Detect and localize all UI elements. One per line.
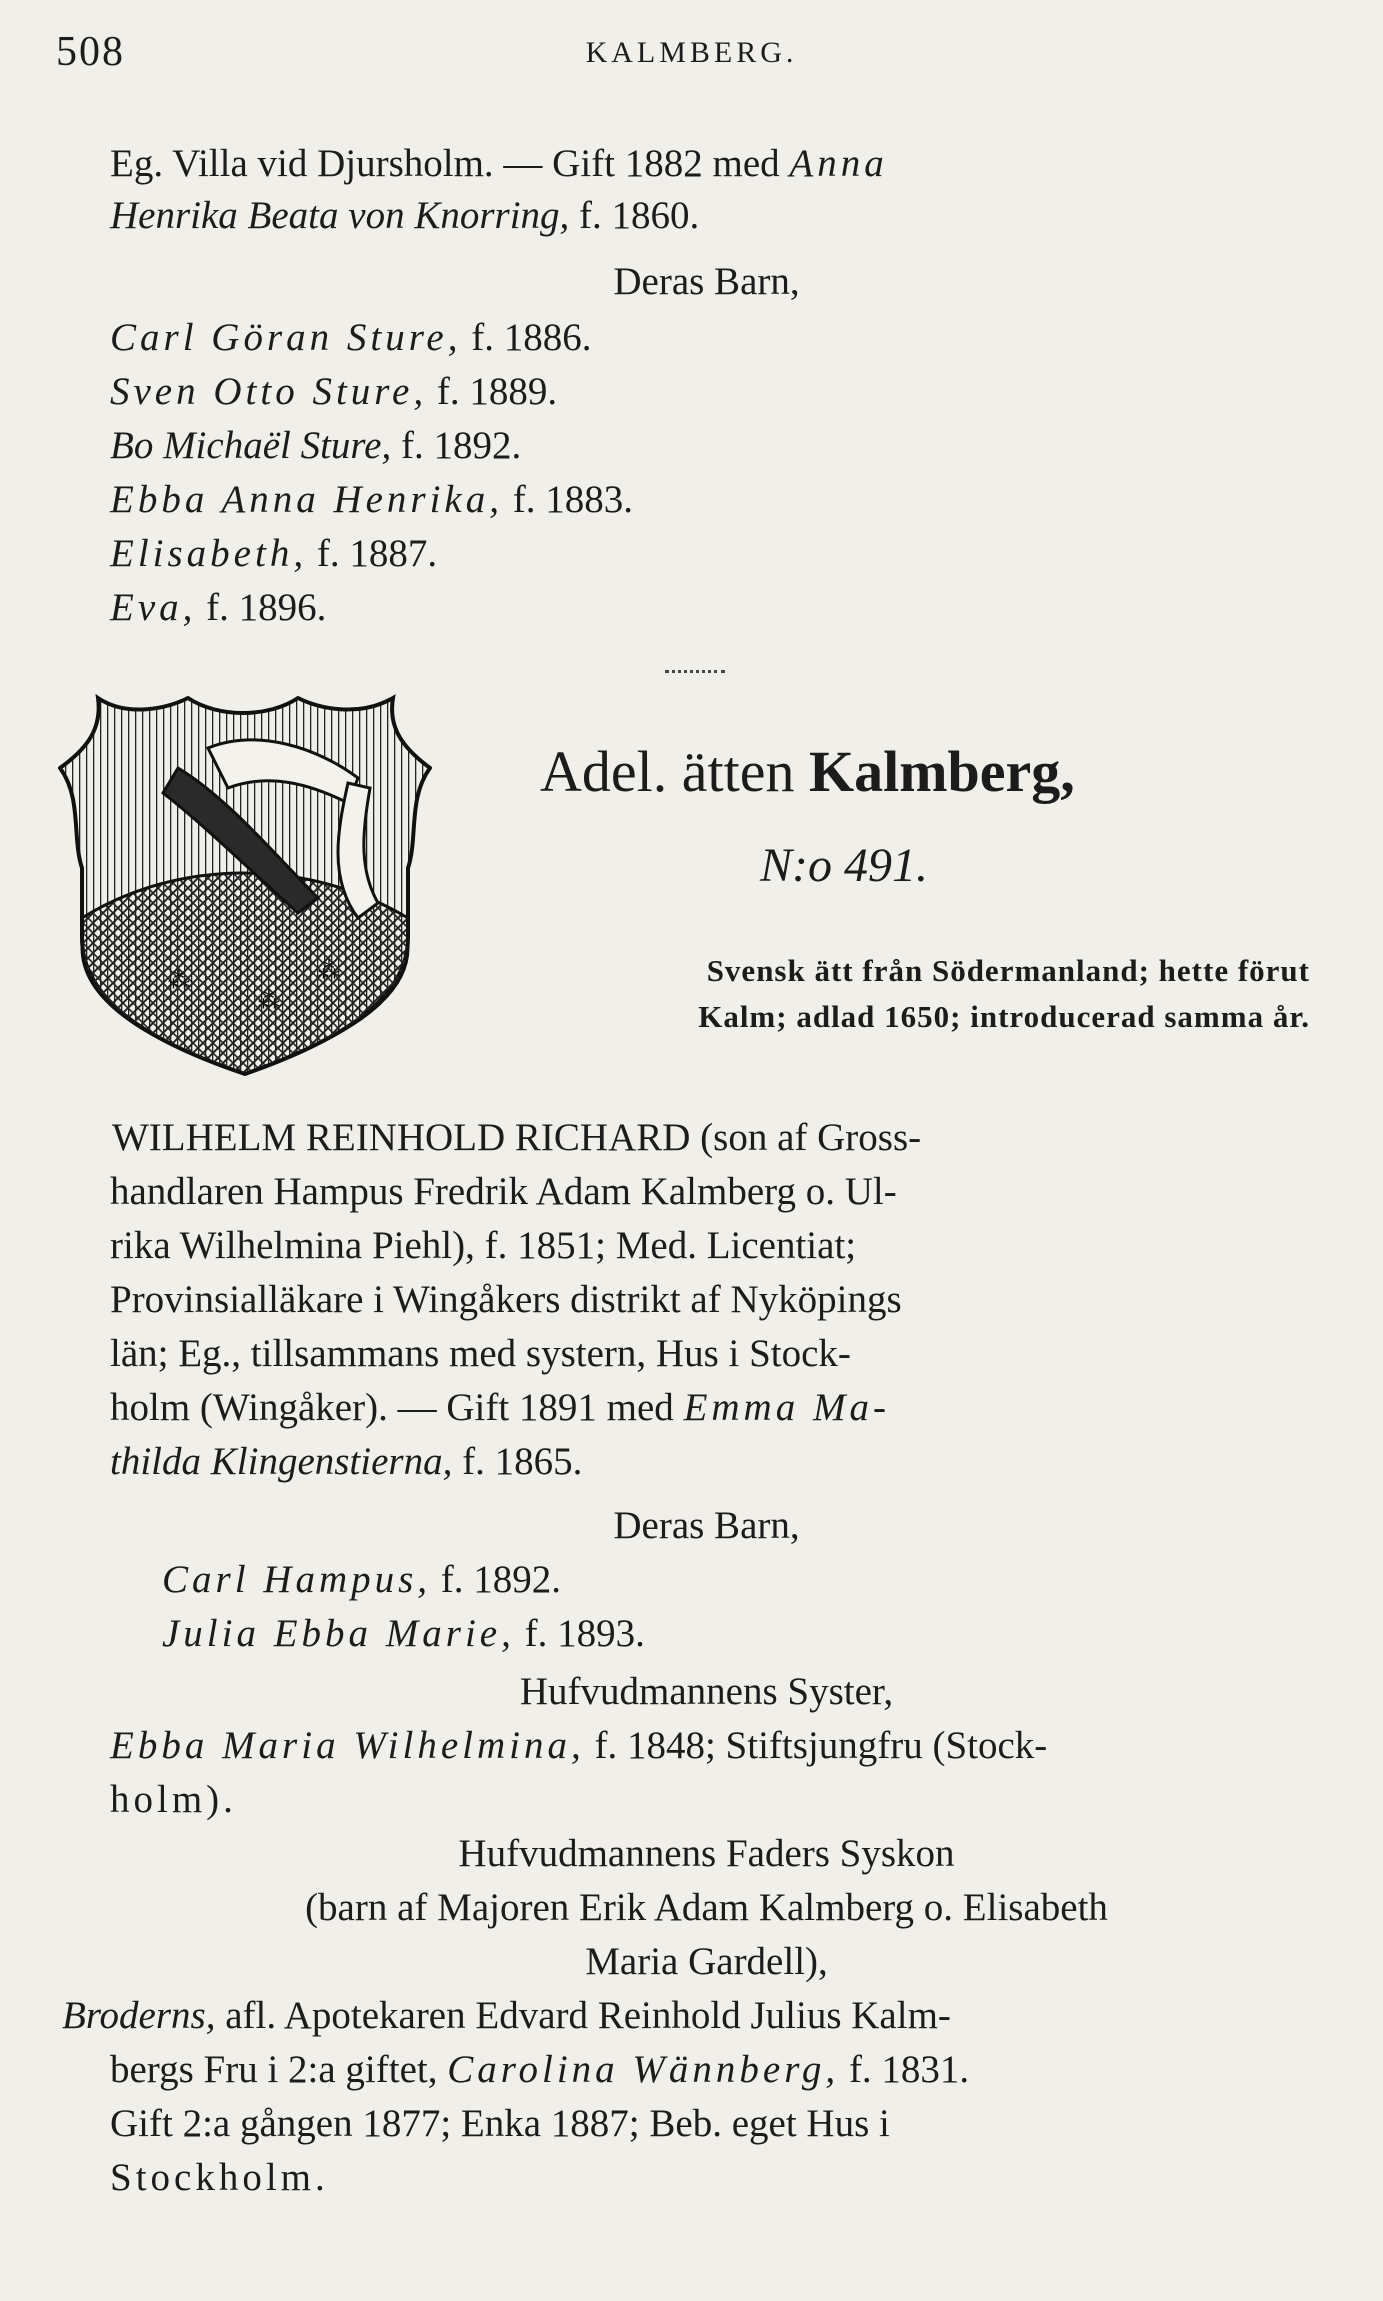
child-entry: Bo Michaël Sture, f. 1892.: [110, 424, 522, 467]
sister-entry: holm).: [110, 1778, 237, 1821]
child-entry: Carl Hampus, f. 1892.: [162, 1558, 562, 1601]
children-heading: Deras Barn,: [613, 260, 800, 303]
coat-of-arms-icon: [58, 688, 432, 1076]
child-entry: Elisabeth, f. 1887.: [110, 532, 438, 575]
brother-entry: Stockholm.: [110, 2156, 329, 2199]
entry-line: län; Eg., tillsammans med systern, Hus i Stock-: [110, 1332, 851, 1375]
entry-line: handlaren Hampus Fredrik Adam Kalmberg o. Ul-: [110, 1170, 897, 1213]
brother-entry: bergs Fru i 2:a giftet, Carolina Wännberg, f. 1831.: [110, 2048, 970, 2091]
sister-entry: Ebba Maria Wilhelmina, f. 1848; Stiftsjungfru (Stock-: [110, 1724, 1048, 1767]
brother-entry: Gift 2:a gången 1877; Enka 1887; Beb. eget Hus i: [110, 2102, 890, 2145]
text-line: Eg. Villa vid Djursholm. — Gift 1882 med Anna: [110, 142, 888, 185]
section-divider: [665, 670, 725, 673]
children-heading: Deras Barn,: [613, 1504, 800, 1547]
child-entry: Julia Ebba Marie, f. 1893.: [162, 1612, 645, 1655]
family-title: Adel. ätten Kalmberg,: [540, 739, 1075, 804]
siblings-subheading: (barn af Majoren Erik Adam Kalmberg o. Elisabeth: [305, 1886, 1108, 1929]
entry-line: rika Wilhelmina Piehl), f. 1851; Med. Licentiat;: [110, 1224, 857, 1267]
family-description: Svensk ätt från Södermanland; hette förut Kalm; adlad 1650; introducerad samma år.: [698, 953, 1310, 1034]
brother-entry: Broderns, afl. Apotekaren Edvard Reinhold Julius Kalm-: [62, 1994, 951, 2037]
child-entry: Sven Otto Sture, f. 1889.: [110, 370, 558, 413]
svg-text:⁂: ⁂: [168, 968, 190, 993]
page-number: 508: [56, 29, 125, 75]
text-line: Henrika Beata von Knorring, f. 1860.: [110, 194, 700, 237]
child-entry: Eva, f. 1896.: [110, 586, 327, 629]
family-number: N:o 491.: [760, 839, 928, 892]
running-head: KALMBERG.: [585, 36, 798, 69]
svg-text:⁂: ⁂: [258, 988, 280, 1013]
entry-line: WILHELM REINHOLD RICHARD (son af Gross-: [112, 1116, 922, 1159]
entry-line: Provinsialläkare i Wingåkers distrikt af Nyköpings: [110, 1278, 902, 1321]
svg-text:⁂: ⁂: [318, 958, 340, 983]
siblings-heading: Hufvudmannens Faders Syskon: [458, 1832, 955, 1875]
siblings-subheading: Maria Gardell),: [585, 1940, 828, 1983]
child-entry: Ebba Anna Henrika, f. 1883.: [110, 478, 633, 521]
entry-line: thilda Klingenstierna, f. 1865.: [110, 1440, 583, 1483]
page-header: [56, 28, 1327, 78]
sister-heading: Hufvudmannens Syster,: [519, 1670, 894, 1713]
entry-line: holm (Wingåker). — Gift 1891 med Emma Ma-: [110, 1386, 890, 1429]
child-entry: Carl Göran Sture, f. 1886.: [110, 316, 592, 359]
